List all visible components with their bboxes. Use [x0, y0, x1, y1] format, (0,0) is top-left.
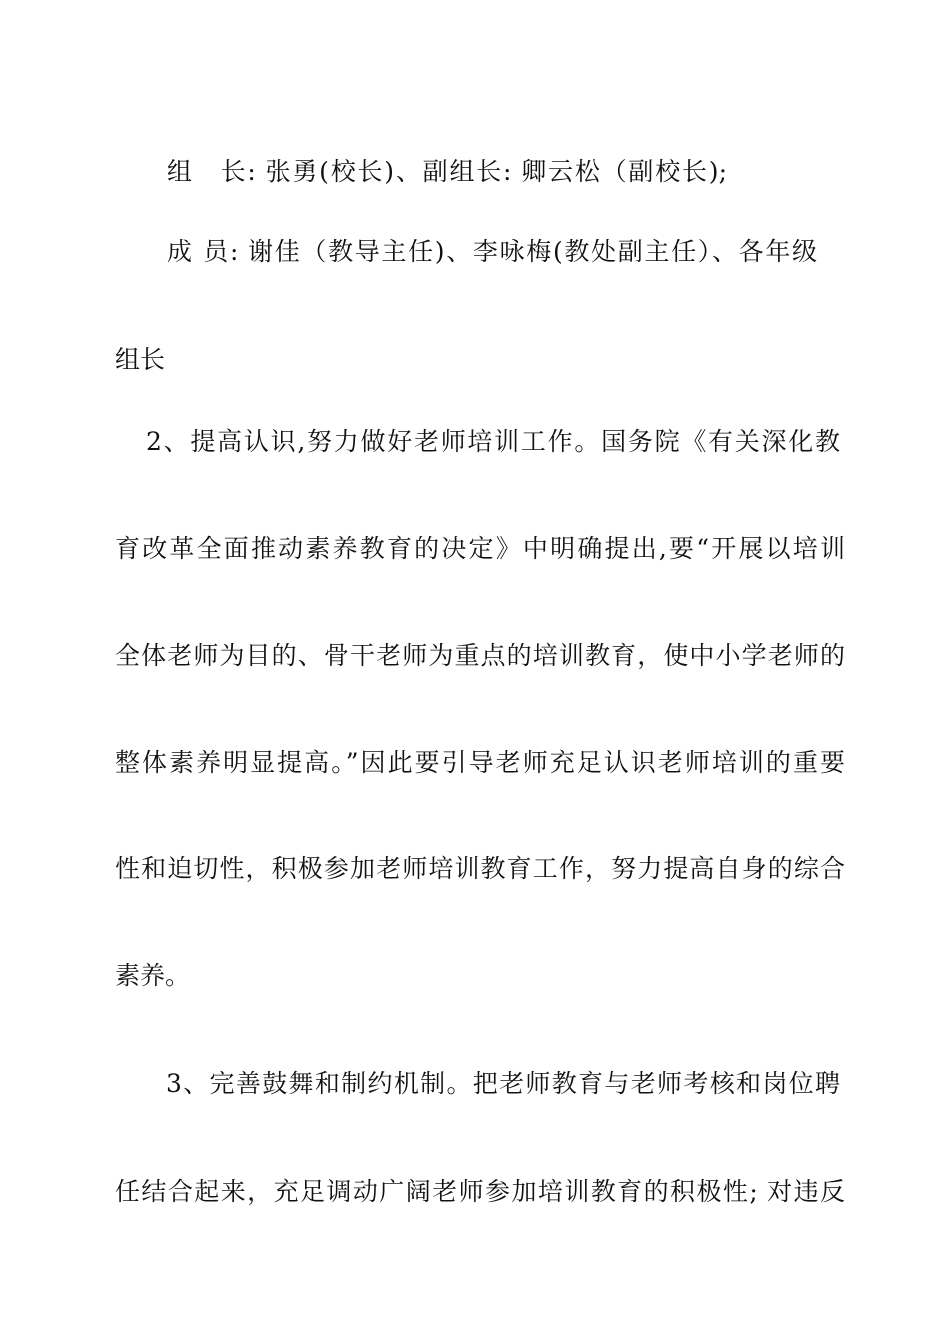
paragraph-2-line-5: 性和迫切性，积极参加老师培训教育工作，努力提高自身的综合: [115, 854, 845, 883]
text-line-members-cont: 组长: [115, 345, 166, 374]
paragraph-3-line-1: 3、完善鼓舞和制约机制。把老师教育与老师考核和岗位聘: [166, 1069, 840, 1098]
paragraph-3-line-2: 任结合起来，充足调动广阔老师参加培训教育的积极性; 对违反: [115, 1177, 845, 1206]
paragraph-2-line-1: 2、提高认识,努力做好老师培训工作。国务院《有关深化教: [146, 427, 840, 456]
paragraph-2-line-2: 育改革全面推动素养教育的决定》中明确提出,要“开展以培训: [115, 534, 845, 563]
paragraph-2-line-4: 整体素养明显提高。”因此要引导老师充足认识老师培训的重要: [115, 748, 845, 777]
text-line-group-leaders: 组 长: 张勇(校长)、副组长: 卿云松（副校长);: [167, 157, 727, 186]
paragraph-2-line-6: 素养。: [115, 961, 191, 990]
text-line-members: 成 员: 谢佳（教导主任)、李咏梅(教处副主任）、各年级: [167, 237, 817, 266]
paragraph-2-line-3: 全体老师为目的、骨干老师为重点的培训教育，使中小学老师的: [115, 641, 845, 670]
